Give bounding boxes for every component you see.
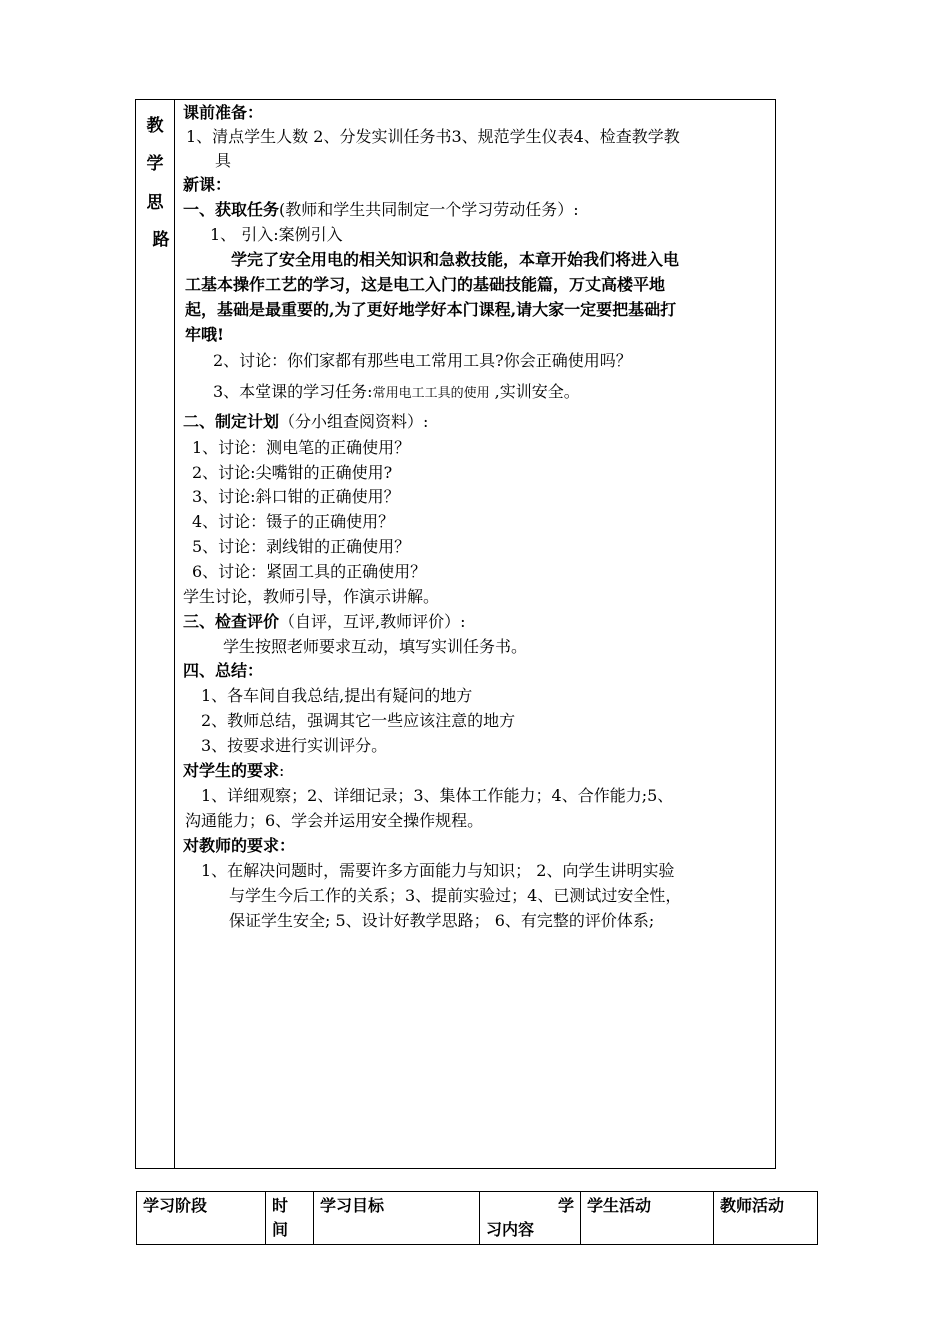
intro-paragraph-line: 工基本操作工艺的学习，这是电工入门的基础技能篇，万丈高楼平地 [185,275,666,294]
intro-paragraph-line: 起，基础是最重要的,为了更好地学好本门课程,请大家一定要把基础打 [185,300,677,319]
header-content-line: 习内容 [486,1220,535,1239]
header-content-line: 学 [557,1196,574,1215]
summary-item: 3、按要求进行实训评分。 [201,736,388,755]
intro-paragraph-line: 学完了安全用电的相关知识和急救技能，本章开始我们将进入电 [231,250,680,269]
student-req-title: 对学生的要求 [183,761,280,780]
side-char: 教 [146,116,164,136]
header-time-line: 间 [272,1220,289,1239]
intro-paragraph-line: 牢哦! [185,325,225,344]
task-heading [183,199,579,221]
summary-item: 2、教师总结，强调其它一些应该注意的地方 [201,711,516,730]
task-desc: (教师和学生共同制定一个学习劳动任务）: [279,200,579,219]
side-char: 思 [146,193,164,213]
header-teacher-activity: 教师活动 [714,1192,818,1245]
plan-item: 1、讨论：测电笔的正确使用？ [192,438,411,457]
plan-item: 2、讨论:尖嘴钳的正确使用? [192,463,393,482]
student-req-colon: : [279,761,285,780]
plan-title: 二、制定计划 [183,412,280,431]
student-req-line: 沟通能力；6、学会并运用安全操作规程。 [185,811,484,830]
lesson-plan-table [135,99,776,1169]
header-learning-content [480,1192,581,1245]
prep-line: 1、清点学生人数 2、分发实训任务书3、规范学生仪表4、检查教学教 [186,127,680,146]
plan-item: 4、讨论：镊子的正确使用？ [192,512,395,531]
table-header-row [137,1192,818,1245]
prep-line: 具 [215,151,232,170]
learning-stage-table [136,1191,818,1245]
teacher-req-line: 1、在解决问题时，需要许多方面能力与知识； 2、向学生讲明实验 [201,861,675,880]
side-column [136,100,175,1168]
check-title: 三、检查评价 [183,612,280,631]
lesson-task-topic: 常用电工工具的使用 [372,386,490,401]
plan-summary: 学生讨论，教师引导，作演示讲解。 [183,587,440,606]
check-heading [183,611,466,633]
teacher-req-title: 对教师的要求： [183,836,296,855]
intro-line: 1、 引入:案例引入 [210,225,343,244]
lesson-task-suffix: ,实训安全。 [489,382,580,401]
teacher-req-line: 保证学生安全; 5、设计好教学思路； 6、有完整的评价体系; [229,911,655,930]
task-title: 一、获取任务 [183,200,280,219]
side-char: 路 [152,230,170,250]
plan-desc: （分小组查阅资料）: [279,412,429,431]
prep-title: 课前准备： [183,103,264,122]
lesson-task-line [213,381,580,405]
plan-heading [183,411,428,433]
header-time-line: 时 [272,1196,289,1215]
summary-title: 四、总结： [183,661,264,680]
check-body: 学生按照老师要求互动，填写实训任务书。 [223,637,528,656]
side-char: 学 [146,154,164,174]
student-req-heading [183,760,284,782]
check-desc: （自评，互评,教师评价）: [279,612,466,631]
teacher-req-line: 与学生今后工作的关系；3、提前实验过；4、已测试过安全性， [229,886,682,905]
plan-item: 3、讨论:斜口钳的正确使用？ [192,487,400,506]
summary-item: 1、各车间自我总结,提出有疑问的地方 [201,686,473,705]
header-learning-stage: 学习阶段 [137,1192,266,1245]
header-learning-goal: 学习目标 [314,1192,480,1245]
discuss-line: 2、讨论：你们家都有那些电工常用工具?你会正确使用吗？ [213,351,632,370]
header-student-activity: 学生活动 [581,1192,714,1245]
new-lesson-title: 新课： [183,175,232,194]
header-time [266,1192,314,1245]
lesson-task-prefix: 3、本堂课的学习任务: [213,382,373,401]
student-req-line: 1、详细观察；2、详细记录；3、集体工作能力；4、合作能力;5、 [201,786,674,805]
plan-item: 6、讨论：紧固工具的正确使用？ [192,562,427,581]
plan-item: 5、讨论：剥线钳的正确使用？ [192,537,411,556]
